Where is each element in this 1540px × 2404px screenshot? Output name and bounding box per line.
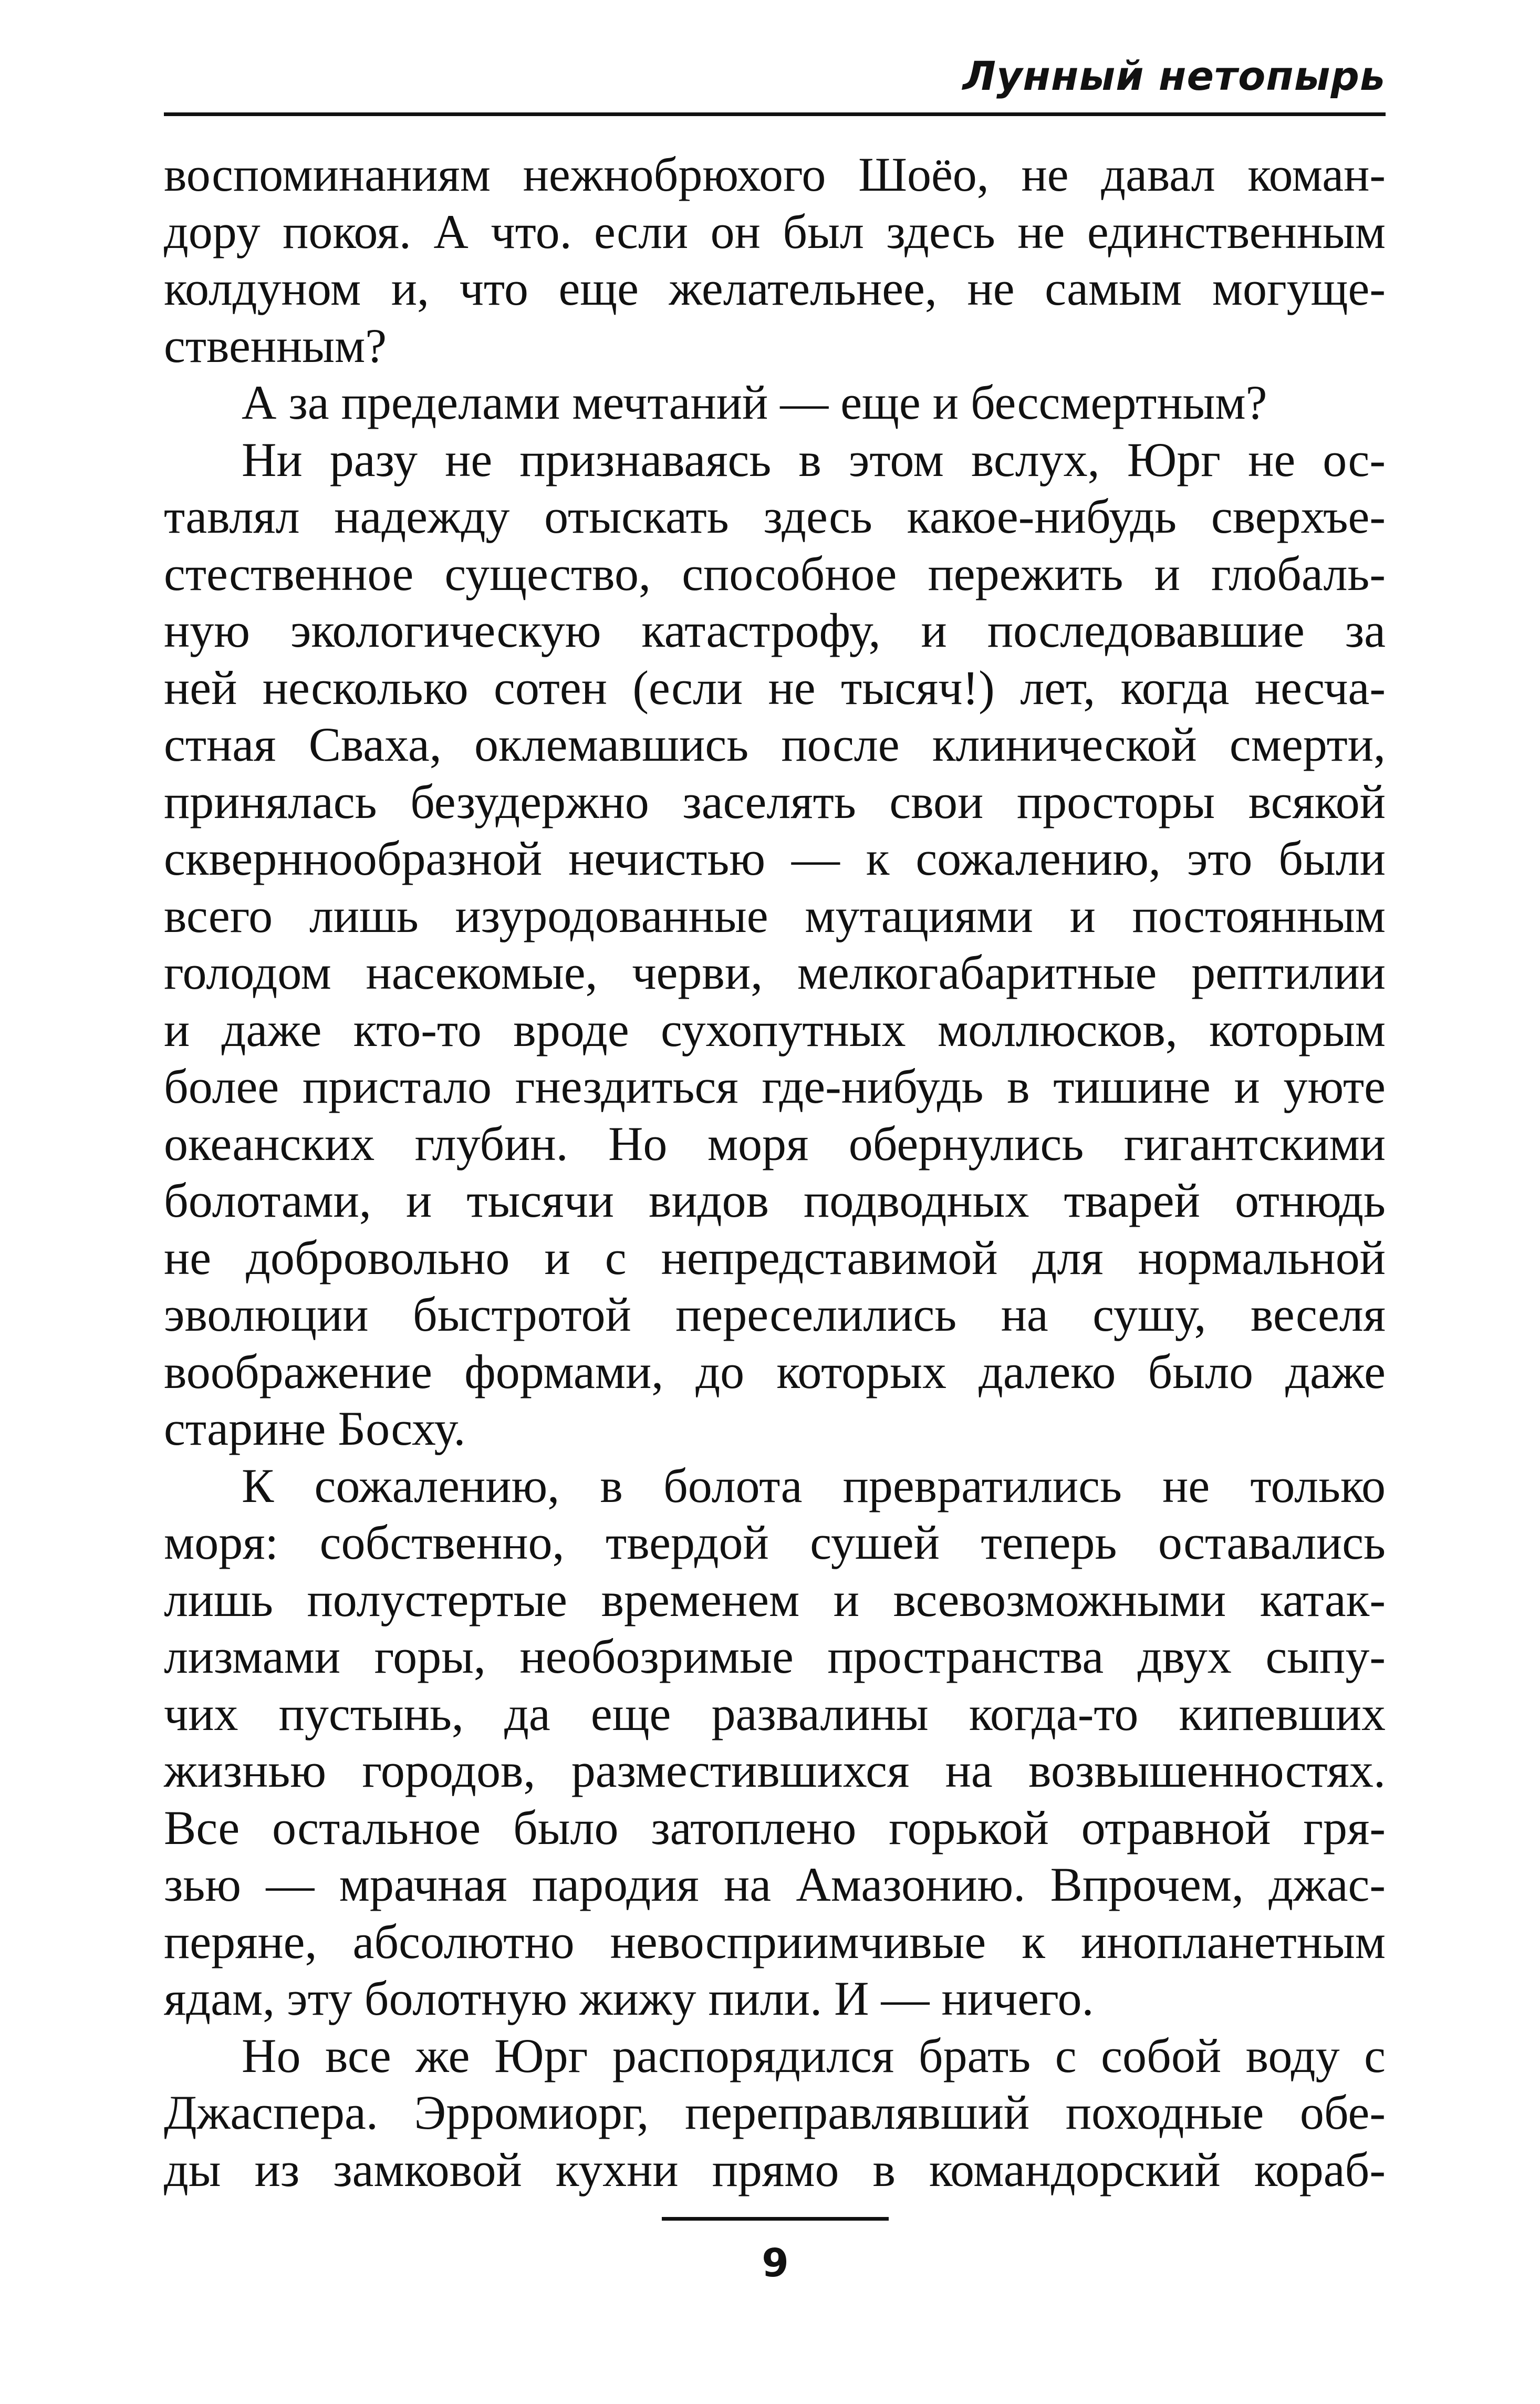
text-line: тавлял надежду отыскать здесь какое-нибудь сверхъе- bbox=[164, 490, 1386, 543]
text-line: стественное существо, способное пережить и глобаль- bbox=[164, 546, 1386, 600]
text-line: болотами, и тысячи видов подводных тварей отнюдь bbox=[164, 1174, 1386, 1227]
text-line: скверннообразной нечистью — к сожалению, это были bbox=[164, 832, 1386, 885]
text-line: воображение формами, до которых далеко было даже bbox=[164, 1344, 1386, 1398]
text-line: Джаспера. Эрромиорг, переправлявший походные обе- bbox=[164, 2086, 1386, 2139]
page-number: 9 bbox=[762, 2241, 789, 2286]
text-line: колдуном и, что еще желательнее, не самым могуще- bbox=[164, 262, 1386, 315]
text-line: эволюции быстротой переселились на сушу, веселя bbox=[164, 1288, 1386, 1341]
footer-rule bbox=[662, 2217, 889, 2221]
text-line: лишь полустертые временем и всевозможными катак- bbox=[164, 1572, 1386, 1626]
text-line: более пристало гнездиться где-нибудь в тишине и уюте bbox=[164, 1060, 1386, 1113]
text-line: ственным? bbox=[164, 318, 387, 372]
text-line: стная Сваха, оклемавшись после клинической смерти, bbox=[164, 718, 1386, 771]
text-line: всего лишь изуродованные мутациями и постоянным bbox=[164, 888, 1386, 942]
text-line: Ни разу не признаваясь в этом вслух, Юрг не ос- bbox=[242, 432, 1386, 486]
text-line: А за пределами мечтаний — еще и бессмертным? bbox=[242, 376, 1267, 429]
text-line: старине Босху. bbox=[164, 1402, 466, 1455]
text-line: ядам, эту болотную жижу пили. И — ничего. bbox=[164, 1972, 1094, 2025]
text-line: принялась безудержно заселять свои просторы всякой bbox=[164, 774, 1386, 828]
text-line: Все остальное было затоплено горькой отравной гря- bbox=[164, 1800, 1386, 1854]
text-line: зью — мрачная пародия на Амазонию. Впрочем, джас- bbox=[164, 1858, 1386, 1911]
text-line: океанских глубин. Но моря обернулись гигантскими bbox=[164, 1116, 1386, 1170]
text-line: жизнью городов, разместившихся на возвышенностях. bbox=[164, 1744, 1386, 1797]
text-line: и даже кто-то вроде сухопутных моллюсков, которым bbox=[164, 1002, 1386, 1056]
text-line: дору покоя. А что. если он был здесь не единственным bbox=[164, 204, 1386, 258]
text-line: К сожалению, в болота превратились не только bbox=[242, 1458, 1386, 1512]
text-line: перяне, абсолютно невосприимчивые к инопланетным bbox=[164, 1914, 1386, 1968]
text-line: голодом насекомые, черви, мелкогабаритные рептилии bbox=[164, 946, 1386, 999]
text-line: ды из замковой кухни прямо в командорский кораб- bbox=[164, 2142, 1386, 2196]
text-line: ную экологическую катастрофу, и последовавшие за bbox=[164, 604, 1386, 657]
running-head: Лунный нетопырь bbox=[962, 53, 1386, 99]
text-line: не добровольно и с непредставимой для нормальной bbox=[164, 1230, 1386, 1284]
text-line: Но все же Юрг распорядился брать с собой воду с bbox=[242, 2028, 1386, 2082]
text-line: моря: собственно, твердой сушей теперь оставались bbox=[164, 1516, 1386, 1569]
text-line: воспоминаниям нежнобрюхого Шоёо, не давал коман- bbox=[164, 148, 1386, 201]
body-text bbox=[164, 146, 1386, 2198]
header-rule bbox=[164, 112, 1386, 116]
text-line: чих пустынь, да еще развалины когда-то кипевших bbox=[164, 1686, 1386, 1740]
text-line: лизмами горы, необозримые пространства двух сыпу- bbox=[164, 1630, 1386, 1683]
text-line: ней несколько сотен (если не тысяч!) лет, когда несча- bbox=[164, 660, 1386, 714]
